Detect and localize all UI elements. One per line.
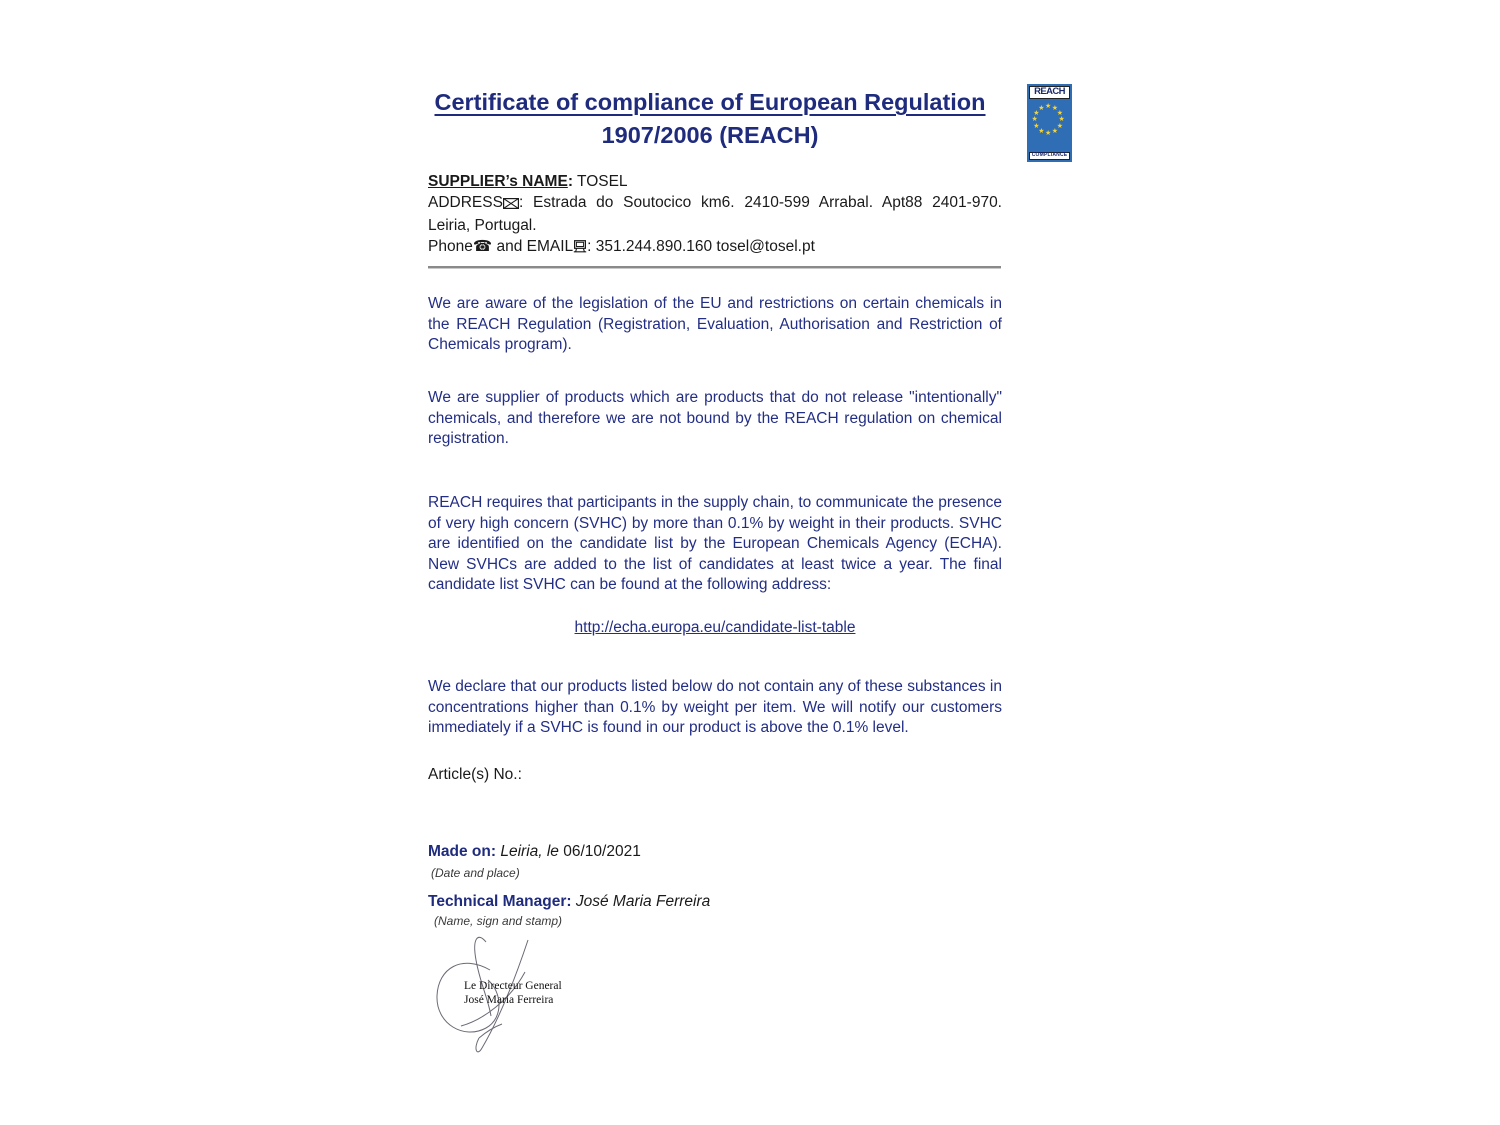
made-on-line bbox=[428, 843, 1002, 861]
technical-manager-value: José Maria Ferreira bbox=[575, 893, 711, 910]
made-on-date: 06/10/2021 bbox=[563, 843, 641, 860]
supplier-info bbox=[428, 171, 1002, 259]
contact-colon: : bbox=[587, 238, 592, 255]
eu-stars-icon: ★ ★ ★ ★ ★ ★ ★ ★ ★ ★ ★ ★ bbox=[1031, 101, 1065, 137]
and-email-label: and EMAIL bbox=[496, 238, 574, 255]
address-label: ADDRESS bbox=[428, 194, 503, 211]
page-title-line2: 1907/2006 (REACH) bbox=[601, 122, 819, 148]
supplier-name-value: TOSEL bbox=[577, 173, 628, 190]
phone-email-value: 351.244.890.160 tosel@tosel.pt bbox=[595, 238, 815, 255]
paragraph-supplier-statement: We are supplier of products which are products that do not release "intentionally" chemicals, and therefore we are not bound by the REACH regulation on chemical registration. bbox=[428, 389, 1002, 447]
telephone-icon: ☎ bbox=[472, 237, 493, 255]
reach-logo-label: REACH bbox=[1029, 86, 1070, 99]
signature-block bbox=[428, 928, 598, 1078]
made-on-label: Made on: bbox=[428, 843, 497, 860]
name-sign-note: (Name, sign and stamp) bbox=[434, 914, 563, 928]
address-value: Estrada do Soutocico km6. 2410-599 Arrabal. Apt88 2401-970. Leiria, Portugal. bbox=[428, 194, 1002, 234]
supplier-contact-line bbox=[428, 236, 1002, 259]
signature-text bbox=[464, 979, 584, 1007]
candidate-list-link-row bbox=[428, 619, 1002, 637]
page-title bbox=[425, 86, 995, 152]
article-no-label: Article(s) No.: bbox=[428, 766, 522, 783]
signature-title: Le Directeur General bbox=[464, 980, 562, 992]
supplier-address-line bbox=[428, 192, 1002, 236]
technical-manager-label: Technical Manager: bbox=[428, 893, 572, 910]
supplier-name-label: SUPPLIER’s NAME bbox=[428, 173, 568, 190]
address-colon: : bbox=[518, 194, 524, 211]
supplier-name-colon: : bbox=[567, 173, 573, 190]
paragraph-awareness: We are aware of the legislation of the EU and restrictions on certain chemicals in the REACH Regulation (Registration, Evaluation, Authorisation and Restriction of Chemicals program). bbox=[428, 295, 1002, 353]
section-divider bbox=[428, 266, 1001, 269]
technical-manager-line bbox=[428, 893, 1002, 911]
signature-name: José Maria Ferreira bbox=[464, 994, 554, 1006]
supplier-name-line bbox=[428, 171, 1002, 192]
paragraph-reach-requirements: REACH requires that participants in the supply chain, to communicate the presence of very high concern (SVHC) by more than 0.1% by weight in their products. SVHC are identified on the candidate list by the European Chemicals Agency (ECHA). New SVHCs are added to the list of candidates at least twice a year. The final candidate list SVHC can be found at the following address: bbox=[428, 494, 1002, 593]
computer-icon bbox=[573, 238, 587, 259]
date-place-note: (Date and place) bbox=[431, 866, 520, 880]
phone-label: Phone bbox=[428, 238, 473, 255]
candidate-list-link[interactable]: http://echa.europa.eu/candidate-list-table bbox=[574, 619, 856, 636]
envelope-icon bbox=[503, 194, 519, 215]
made-on-place: Leiria, le bbox=[500, 843, 559, 860]
compliance-logo-label: COMPLIANCE bbox=[1029, 152, 1070, 160]
paragraph-declaration: We declare that our products listed below do not contain any of these substances in concentrations higher than 0.1% by weight per item. We will notify our customers immediately if a SVHC is found in our product is above the 0.1% level. bbox=[428, 678, 1002, 736]
page-title-line1: Certificate of compliance of European Regulation bbox=[434, 89, 986, 115]
reach-compliance-logo bbox=[1027, 84, 1072, 162]
